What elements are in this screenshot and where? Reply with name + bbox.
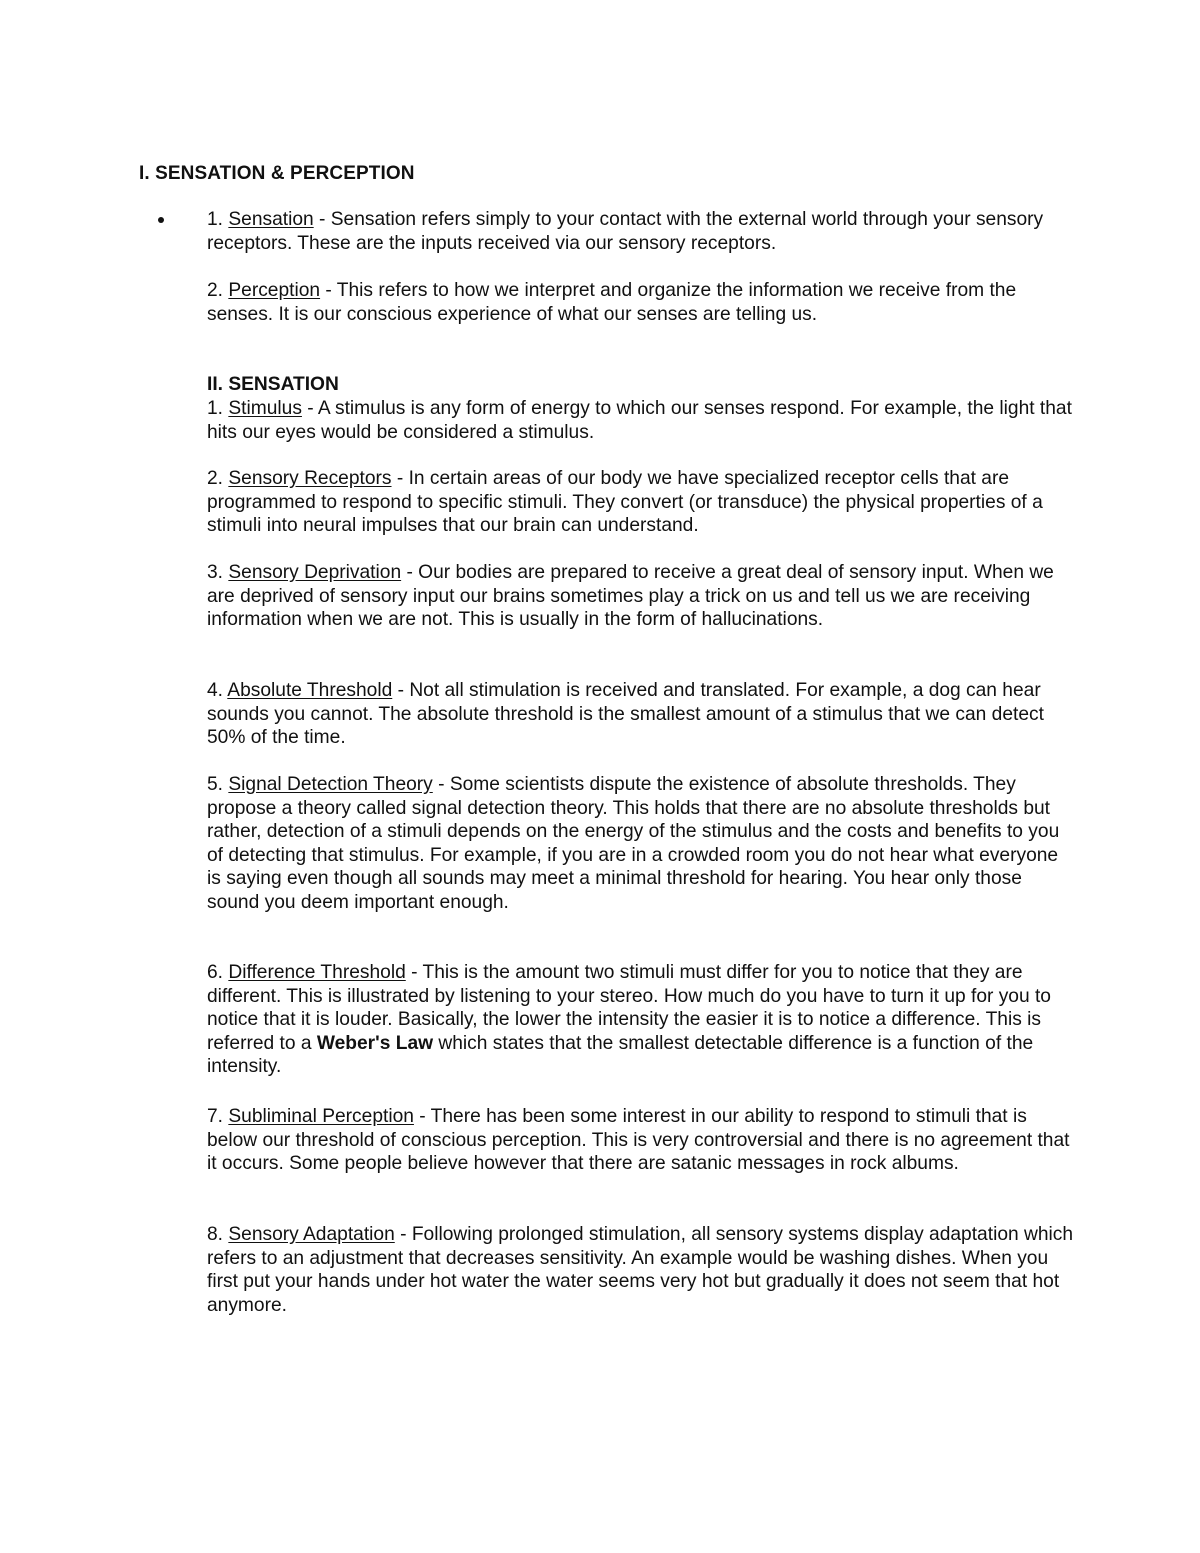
definition-subliminal-perception [207,1105,1077,1176]
definition-sensation [207,208,1077,255]
definition-sensory-adaptation [207,1223,1077,1317]
definition-absolute-threshold [207,679,1077,750]
item-number: 4. [207,680,228,701]
item-number: 8. [207,1224,229,1245]
definition-text: - This is the amount two stimuli must differ for you to notice that they are different. This is illustrated by listening to your stereo. How much do you have to turn it up for you to notice that it is louder. Basically, the lower the intensity the easier it is to notice a difference. This is referred to a [207,962,1051,1054]
definition-text-after: which states that the smallest detectable difference is a function of the intensity. [207,1032,1034,1078]
term-sensation: Sensation [228,209,314,230]
definition-difference-threshold [207,961,1077,1079]
term-difference-threshold: Difference Threshold [228,962,406,983]
section-2-heading: II. SENSATION [207,374,339,395]
definition-text: - Following prolonged stimulation, all sensory systems display adaptation which refers to an adjustment that decreases sensitivity. An example would be washing dishes. When you first put your hands under hot water the water seems very hot but gradually it does not seem that hot anymore. [207,1224,1074,1316]
definition-text: - A stimulus is any form of energy to which our senses respond. For example, the light that hits our eyes would be considered a stimulus. [207,398,1072,443]
item-number: 2. [207,280,229,301]
definition-sensory-deprivation [207,561,1077,632]
term-sensory-deprivation: Sensory Deprivation [228,562,402,583]
term-sensory-adaptation: Sensory Adaptation [228,1224,395,1245]
term-absolute-threshold: Absolute Threshold [227,680,393,701]
term-sensory-receptors: Sensory Receptors [228,468,392,489]
definition-signal-detection-theory [207,773,1077,915]
definition-text: - Our bodies are prepared to receive a great deal of sensory input. When we are deprived of sensory input our brains sometimes play a trick on us and tell us we are receiving information when we are not. This is usually in the form of hallucinations. [207,562,1054,631]
term-perception: Perception [228,280,321,301]
definition-text: - In certain areas of our body we have specialized receptor cells that are programmed to respond to specific stimuli. They convert (or transduce) the physical properties of a stimuli into neural impulses that our brain can understand. [207,468,1043,537]
definition-text: - There has been some interest in our ability to respond to stimuli that is below our threshold of conscious perception. This is very controversial and there is no agreement that it occurs. Some people believe however that there are satanic messages in rock albums. [207,1106,1070,1175]
term-signal-detection-theory: Signal Detection Theory [228,774,433,795]
definition-text: - Sensation refers simply to your contact with the external world through your sensory receptors. These are the inputs received via our sensory receptors. [207,209,1044,254]
item-number: 1. [207,398,229,419]
definition-text: - Some scientists dispute the existence of absolute thresholds. They propose a theory called signal detection theory. This holds that there are no absolute thresholds but rather, detection of a stimuli depends on the energy of the stimulus and the costs and benefits to you of detecting that stimulus. For example, if you are in a crowded room you do not hear what everyone is saying even though all sounds may meet a minimal threshold for hearing. You hear only those sound you deem important enough. [207,774,1060,913]
definition-perception [207,279,1077,326]
item-number: 6. [207,962,229,983]
item-number: 3. [207,562,229,583]
term-subliminal-perception: Subliminal Perception [228,1106,414,1127]
bullet-icon [158,217,164,223]
definition-stimulus [207,397,1077,444]
item-number: 2. [207,468,229,489]
item-number: 1. [207,209,229,230]
definition-text: - This refers to how we interpret and organize the information we receive from the senses. It is our conscious experience of what our senses are telling us. [207,280,1017,325]
webers-law-term: Weber's Law [316,1032,434,1054]
item-number: 7. [207,1106,229,1127]
definition-sensory-receptors [207,467,1077,538]
term-stimulus: Stimulus [228,398,302,419]
section-1-heading: I. SENSATION & PERCEPTION [139,163,415,184]
definition-text: - Not all stimulation is received and translated. For example, a dog can hear sounds you cannot. The absolute threshold is the smallest amount of a stimulus that we can detect 50% of the time. [207,680,1044,749]
item-number: 5. [207,774,229,795]
